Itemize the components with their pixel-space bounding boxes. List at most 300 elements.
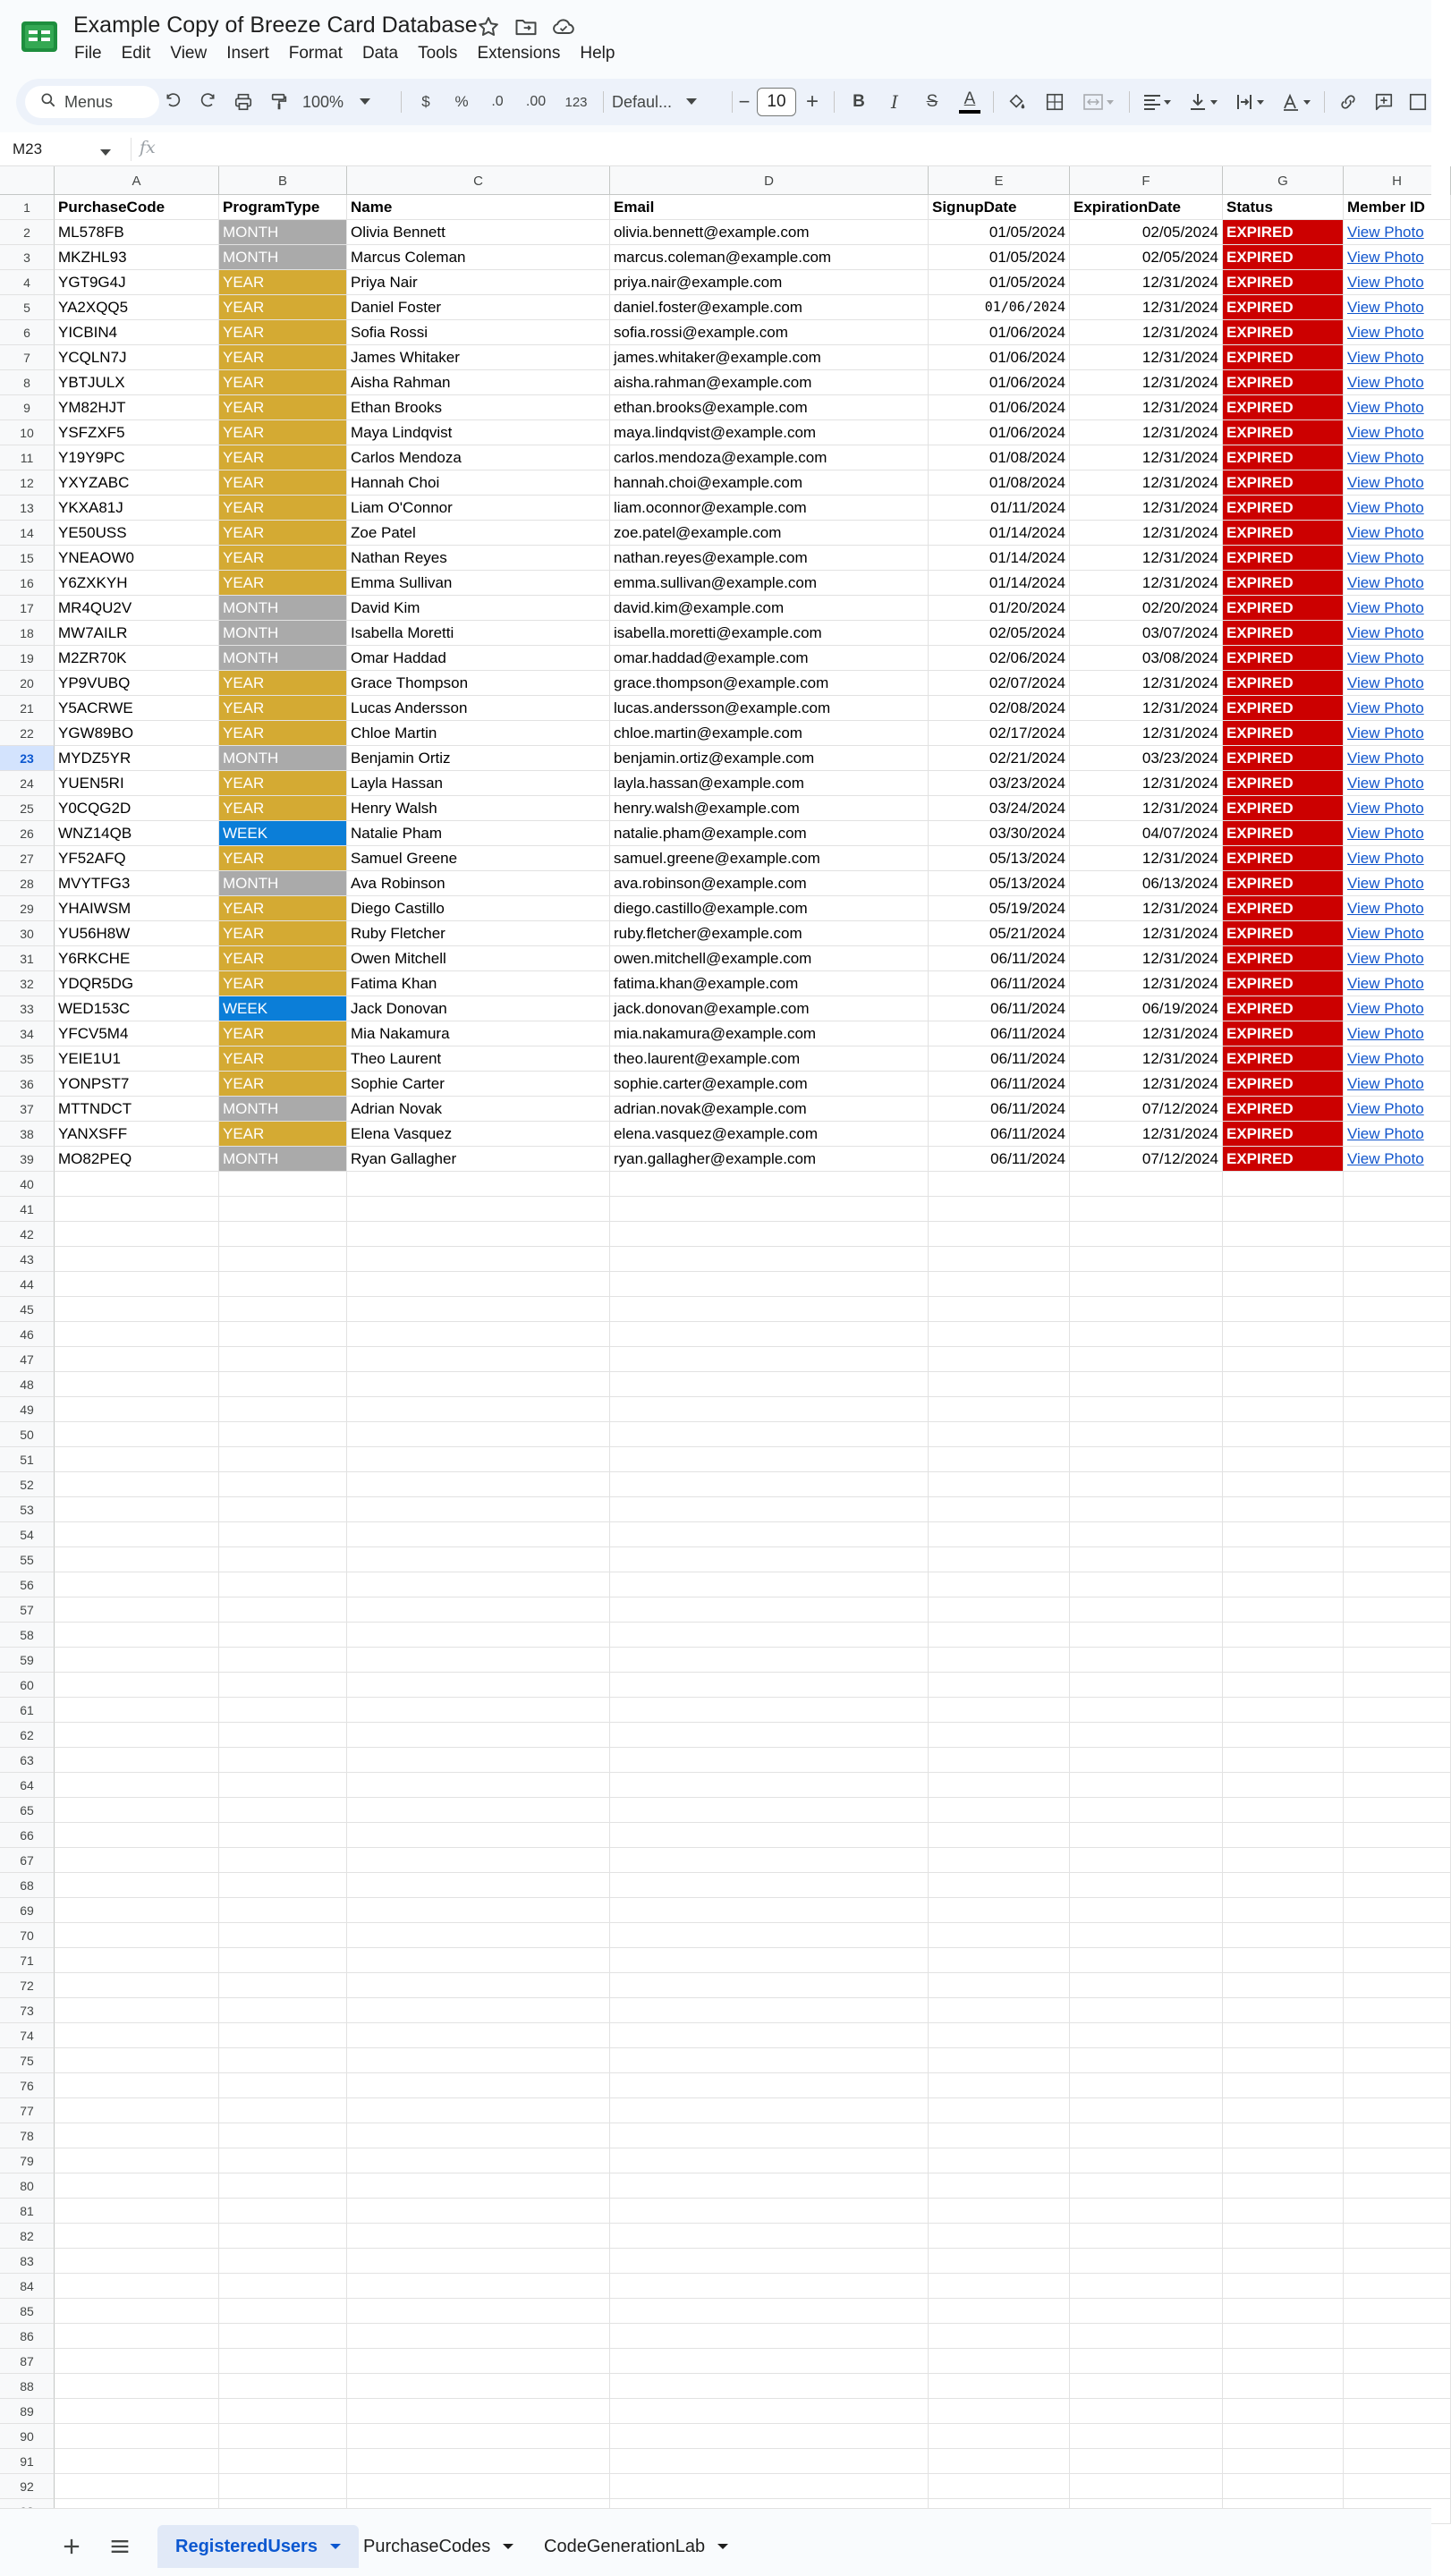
empty-cell[interactable] — [219, 1698, 347, 1723]
row-number[interactable]: 59 — [0, 1648, 55, 1673]
empty-cell[interactable] — [1344, 1272, 1451, 1297]
row-number[interactable]: 84 — [0, 2274, 55, 2299]
empty-cell[interactable] — [1070, 2424, 1223, 2449]
empty-cell[interactable] — [610, 2199, 929, 2224]
table-cell[interactable]: 03/08/2024 — [1070, 646, 1223, 671]
empty-cell[interactable] — [610, 1322, 929, 1347]
empty-cell[interactable] — [1223, 2073, 1344, 2098]
empty-cell[interactable] — [610, 2399, 929, 2424]
table-cell[interactable]: 02/05/2024 — [929, 621, 1070, 646]
empty-cell[interactable] — [347, 2399, 610, 2424]
empty-cell[interactable] — [55, 2274, 219, 2299]
table-cell[interactable]: sophie.carter@example.com — [610, 1072, 929, 1097]
empty-cell[interactable] — [610, 1948, 929, 1973]
text-color-button[interactable] — [954, 79, 986, 125]
empty-cell[interactable] — [610, 1648, 929, 1673]
empty-cell[interactable] — [610, 2424, 929, 2449]
empty-cell[interactable] — [929, 1197, 1070, 1222]
table-cell[interactable]: YXYZABC — [55, 470, 219, 496]
header-cell[interactable]: Name — [347, 195, 610, 220]
table-cell[interactable]: MYDZ5YR — [55, 746, 219, 771]
font-select[interactable] — [612, 79, 728, 125]
program-type-cell[interactable]: MONTH — [219, 746, 347, 771]
program-type-cell[interactable]: YEAR — [219, 445, 347, 470]
table-cell[interactable]: 06/11/2024 — [929, 1147, 1070, 1172]
empty-cell[interactable] — [929, 1848, 1070, 1873]
program-type-cell[interactable]: YEAR — [219, 671, 347, 696]
empty-cell[interactable] — [1070, 1497, 1223, 1522]
program-type-cell[interactable]: YEAR — [219, 420, 347, 445]
empty-cell[interactable] — [347, 2174, 610, 2199]
empty-cell[interactable] — [1070, 2399, 1223, 2424]
empty-cell[interactable] — [610, 2274, 929, 2299]
table-cell[interactable]: YEIE1U1 — [55, 1046, 219, 1072]
status-cell[interactable]: EXPIRED — [1223, 921, 1344, 946]
table-cell[interactable]: 12/31/2024 — [1070, 1072, 1223, 1097]
empty-cell[interactable] — [1223, 1823, 1344, 1848]
row-number[interactable]: 58 — [0, 1623, 55, 1648]
empty-cell[interactable] — [219, 1973, 347, 1998]
table-cell[interactable] — [1344, 621, 1451, 646]
row-number[interactable]: 15 — [0, 546, 55, 571]
empty-cell[interactable] — [1344, 1973, 1451, 1998]
empty-cell[interactable] — [219, 2349, 347, 2374]
table-cell[interactable]: James Whitaker — [347, 345, 610, 370]
empty-cell[interactable] — [347, 1773, 610, 1798]
empty-cell[interactable] — [347, 1397, 610, 1422]
view-photo-link[interactable]: View Photo — [1347, 224, 1424, 241]
table-cell[interactable]: Olivia Bennett — [347, 220, 610, 245]
row-number[interactable]: 47 — [0, 1347, 55, 1372]
table-cell[interactable] — [1344, 721, 1451, 746]
empty-cell[interactable] — [219, 2249, 347, 2274]
table-cell[interactable]: 12/31/2024 — [1070, 696, 1223, 721]
view-photo-link[interactable]: View Photo — [1347, 424, 1424, 441]
empty-cell[interactable] — [1223, 1172, 1344, 1197]
empty-cell[interactable] — [55, 1447, 219, 1472]
row-number[interactable]: 65 — [0, 1798, 55, 1823]
empty-cell[interactable] — [219, 1798, 347, 1823]
header-cell[interactable]: PurchaseCode — [55, 195, 219, 220]
empty-cell[interactable] — [219, 1648, 347, 1673]
status-cell[interactable]: EXPIRED — [1223, 871, 1344, 896]
empty-cell[interactable] — [55, 2073, 219, 2098]
view-photo-link[interactable]: View Photo — [1347, 750, 1424, 767]
empty-cell[interactable] — [347, 2349, 610, 2374]
empty-cell[interactable] — [1344, 1623, 1451, 1648]
program-type-cell[interactable]: YEAR — [219, 846, 347, 871]
program-type-cell[interactable]: MONTH — [219, 596, 347, 621]
table-cell[interactable] — [1344, 1147, 1451, 1172]
empty-cell[interactable] — [929, 2424, 1070, 2449]
empty-cell[interactable] — [610, 1973, 929, 1998]
empty-cell[interactable] — [347, 2224, 610, 2249]
empty-cell[interactable] — [1070, 1998, 1223, 2023]
row-number[interactable]: 85 — [0, 2299, 55, 2324]
empty-cell[interactable] — [1070, 1572, 1223, 1597]
empty-cell[interactable] — [610, 1773, 929, 1798]
empty-cell[interactable] — [1223, 1998, 1344, 2023]
status-cell[interactable]: EXPIRED — [1223, 846, 1344, 871]
program-type-cell[interactable]: MONTH — [219, 1097, 347, 1122]
table-cell[interactable]: 06/11/2024 — [929, 946, 1070, 971]
table-cell[interactable] — [1344, 420, 1451, 445]
program-type-cell[interactable]: YEAR — [219, 345, 347, 370]
view-photo-link[interactable]: View Photo — [1347, 1100, 1424, 1117]
empty-cell[interactable] — [55, 2324, 219, 2349]
row-number[interactable]: 19 — [0, 646, 55, 671]
empty-cell[interactable] — [347, 1648, 610, 1673]
empty-cell[interactable] — [1344, 2349, 1451, 2374]
empty-cell[interactable] — [929, 1673, 1070, 1698]
column-header-d[interactable]: D — [610, 166, 929, 195]
program-type-cell[interactable]: MONTH — [219, 646, 347, 671]
row-number[interactable]: 82 — [0, 2224, 55, 2249]
program-type-cell[interactable]: YEAR — [219, 521, 347, 546]
empty-cell[interactable] — [219, 1923, 347, 1948]
program-type-cell[interactable]: YEAR — [219, 496, 347, 521]
table-cell[interactable]: Ryan Gallagher — [347, 1147, 610, 1172]
empty-cell[interactable] — [610, 1222, 929, 1247]
row-number[interactable]: 78 — [0, 2123, 55, 2148]
empty-cell[interactable] — [1070, 1948, 1223, 1973]
empty-cell[interactable] — [1223, 2174, 1344, 2199]
table-cell[interactable]: Y6ZXKYH — [55, 571, 219, 596]
empty-cell[interactable] — [929, 2374, 1070, 2399]
row-number[interactable]: 8 — [0, 370, 55, 395]
empty-cell[interactable] — [219, 2474, 347, 2499]
table-cell[interactable]: carlos.mendoza@example.com — [610, 445, 929, 470]
sheet-tab-codegenerationlab[interactable] — [526, 2525, 746, 2568]
row-number[interactable]: 27 — [0, 846, 55, 871]
row-number[interactable]: 3 — [0, 245, 55, 270]
empty-cell[interactable] — [347, 2098, 610, 2123]
percent-format-button[interactable]: % — [454, 93, 469, 110]
empty-cell[interactable] — [1070, 1673, 1223, 1698]
row-number[interactable]: 21 — [0, 696, 55, 721]
empty-cell[interactable] — [1223, 1522, 1344, 1547]
table-cell[interactable]: 12/31/2024 — [1070, 546, 1223, 571]
table-cell[interactable]: nathan.reyes@example.com — [610, 546, 929, 571]
table-cell[interactable] — [1344, 796, 1451, 821]
empty-cell[interactable] — [929, 1497, 1070, 1522]
table-cell[interactable] — [1344, 846, 1451, 871]
table-cell[interactable]: ML578FB — [55, 220, 219, 245]
empty-cell[interactable] — [347, 1848, 610, 1873]
table-cell[interactable]: Hannah Choi — [347, 470, 610, 496]
empty-cell[interactable] — [610, 1998, 929, 2023]
empty-cell[interactable] — [1344, 2199, 1451, 2224]
table-cell[interactable] — [1344, 345, 1451, 370]
column-header-h[interactable]: H — [1344, 166, 1451, 195]
table-cell[interactable]: 02/20/2024 — [1070, 596, 1223, 621]
table-cell[interactable]: Benjamin Ortiz — [347, 746, 610, 771]
empty-cell[interactable] — [1344, 1547, 1451, 1572]
bold-button[interactable]: B — [853, 92, 865, 111]
empty-cell[interactable] — [610, 1472, 929, 1497]
vertical-align-icon[interactable] — [1183, 79, 1226, 125]
empty-cell[interactable] — [55, 2224, 219, 2249]
empty-cell[interactable] — [347, 2474, 610, 2499]
status-cell[interactable]: EXPIRED — [1223, 1097, 1344, 1122]
table-cell[interactable]: jack.donovan@example.com — [610, 996, 929, 1021]
table-cell[interactable] — [1344, 320, 1451, 345]
fill-color-icon[interactable] — [1000, 79, 1034, 125]
program-type-cell[interactable]: WEEK — [219, 821, 347, 846]
row-number[interactable]: 45 — [0, 1297, 55, 1322]
empty-cell[interactable] — [1223, 1547, 1344, 1572]
row-number[interactable]: 14 — [0, 521, 55, 546]
view-photo-link[interactable]: View Photo — [1347, 1025, 1424, 1042]
status-cell[interactable]: EXPIRED — [1223, 1072, 1344, 1097]
empty-cell[interactable] — [610, 2249, 929, 2274]
table-cell[interactable]: YKXA81J — [55, 496, 219, 521]
menu-insert[interactable]: Insert — [226, 44, 269, 63]
table-cell[interactable]: 06/11/2024 — [929, 1021, 1070, 1046]
table-cell[interactable]: 12/31/2024 — [1070, 571, 1223, 596]
table-cell[interactable]: YANXSFF — [55, 1122, 219, 1147]
empty-cell[interactable] — [610, 1522, 929, 1547]
program-type-cell[interactable]: YEAR — [219, 921, 347, 946]
table-cell[interactable]: 03/24/2024 — [929, 796, 1070, 821]
view-photo-link[interactable]: View Photo — [1347, 1150, 1424, 1167]
table-cell[interactable]: layla.hassan@example.com — [610, 771, 929, 796]
table-cell[interactable]: YNEAOW0 — [55, 546, 219, 571]
table-cell[interactable] — [1344, 671, 1451, 696]
empty-cell[interactable] — [1070, 2299, 1223, 2324]
row-number[interactable]: 87 — [0, 2349, 55, 2374]
table-cell[interactable]: Ethan Brooks — [347, 395, 610, 420]
empty-cell[interactable] — [1223, 1272, 1344, 1297]
empty-cell[interactable] — [1070, 2349, 1223, 2374]
table-cell[interactable] — [1344, 1046, 1451, 1072]
table-cell[interactable]: Samuel Greene — [347, 846, 610, 871]
row-number[interactable]: 64 — [0, 1773, 55, 1798]
empty-cell[interactable] — [219, 1848, 347, 1873]
empty-cell[interactable] — [347, 1322, 610, 1347]
table-cell[interactable]: sofia.rossi@example.com — [610, 320, 929, 345]
table-cell[interactable]: YGW89BO — [55, 721, 219, 746]
program-type-cell[interactable]: YEAR — [219, 546, 347, 571]
table-cell[interactable]: ruby.fletcher@example.com — [610, 921, 929, 946]
empty-cell[interactable] — [1223, 2299, 1344, 2324]
row-number[interactable]: 23 — [0, 746, 55, 771]
table-cell[interactable]: 12/31/2024 — [1070, 395, 1223, 420]
empty-cell[interactable] — [929, 1297, 1070, 1322]
table-cell[interactable]: ava.robinson@example.com — [610, 871, 929, 896]
empty-cell[interactable] — [1070, 1698, 1223, 1723]
empty-cell[interactable] — [1070, 1247, 1223, 1272]
table-cell[interactable] — [1344, 821, 1451, 846]
status-cell[interactable]: EXPIRED — [1223, 896, 1344, 921]
status-cell[interactable]: EXPIRED — [1223, 220, 1344, 245]
empty-cell[interactable] — [610, 1748, 929, 1773]
table-cell[interactable] — [1344, 496, 1451, 521]
table-cell[interactable] — [1344, 245, 1451, 270]
row-number[interactable]: 31 — [0, 946, 55, 971]
table-cell[interactable]: Zoe Patel — [347, 521, 610, 546]
table-cell[interactable]: Y0CQG2D — [55, 796, 219, 821]
status-cell[interactable]: EXPIRED — [1223, 771, 1344, 796]
program-type-cell[interactable]: YEAR — [219, 696, 347, 721]
table-cell[interactable]: 07/12/2024 — [1070, 1097, 1223, 1122]
program-type-cell[interactable]: YEAR — [219, 896, 347, 921]
table-cell[interactable]: Natalie Pham — [347, 821, 610, 846]
empty-cell[interactable] — [610, 2123, 929, 2148]
empty-cell[interactable] — [55, 1422, 219, 1447]
empty-cell[interactable] — [1344, 2023, 1451, 2048]
empty-cell[interactable] — [1344, 2449, 1451, 2474]
empty-cell[interactable] — [929, 2123, 1070, 2148]
empty-cell[interactable] — [1223, 1597, 1344, 1623]
empty-cell[interactable] — [929, 1773, 1070, 1798]
row-number[interactable]: 53 — [0, 1497, 55, 1522]
table-cell[interactable]: priya.nair@example.com — [610, 270, 929, 295]
table-cell[interactable]: 12/31/2024 — [1070, 445, 1223, 470]
row-number[interactable]: 54 — [0, 1522, 55, 1547]
table-cell[interactable]: 02/05/2024 — [1070, 245, 1223, 270]
empty-cell[interactable] — [929, 1873, 1070, 1898]
table-cell[interactable]: zoe.patel@example.com — [610, 521, 929, 546]
view-photo-link[interactable]: View Photo — [1347, 349, 1424, 366]
empty-cell[interactable] — [219, 1572, 347, 1597]
table-cell[interactable]: YICBIN4 — [55, 320, 219, 345]
empty-cell[interactable] — [1070, 1873, 1223, 1898]
empty-cell[interactable] — [1223, 1948, 1344, 1973]
row-number[interactable]: 66 — [0, 1823, 55, 1848]
table-cell[interactable]: YHAIWSM — [55, 896, 219, 921]
view-photo-link[interactable]: View Photo — [1347, 524, 1424, 541]
number-format-button[interactable]: 123 — [564, 94, 588, 110]
empty-cell[interactable] — [347, 1447, 610, 1472]
empty-cell[interactable] — [219, 2224, 347, 2249]
empty-cell[interactable] — [1223, 1648, 1344, 1673]
table-cell[interactable]: 01/20/2024 — [929, 596, 1070, 621]
empty-cell[interactable] — [1070, 1172, 1223, 1197]
program-type-cell[interactable]: YEAR — [219, 1046, 347, 1072]
table-cell[interactable]: YONPST7 — [55, 1072, 219, 1097]
empty-cell[interactable] — [929, 1422, 1070, 1447]
table-cell[interactable]: james.whitaker@example.com — [610, 345, 929, 370]
status-cell[interactable]: EXPIRED — [1223, 571, 1344, 596]
table-cell[interactable]: Aisha Rahman — [347, 370, 610, 395]
view-photo-link[interactable]: View Photo — [1347, 699, 1424, 716]
empty-cell[interactable] — [347, 2374, 610, 2399]
empty-cell[interactable] — [55, 1723, 219, 1748]
empty-cell[interactable] — [347, 1572, 610, 1597]
row-number[interactable]: 41 — [0, 1197, 55, 1222]
horizontal-align-icon[interactable] — [1136, 79, 1179, 125]
table-cell[interactable]: 12/31/2024 — [1070, 796, 1223, 821]
empty-cell[interactable] — [219, 1347, 347, 1372]
empty-cell[interactable] — [347, 2123, 610, 2148]
view-photo-link[interactable]: View Photo — [1347, 775, 1424, 792]
empty-cell[interactable] — [610, 2299, 929, 2324]
table-cell[interactable]: Chloe Martin — [347, 721, 610, 746]
table-cell[interactable]: Grace Thompson — [347, 671, 610, 696]
empty-cell[interactable] — [1344, 1673, 1451, 1698]
empty-cell[interactable] — [347, 1497, 610, 1522]
empty-cell[interactable] — [55, 1222, 219, 1247]
table-cell[interactable]: henry.walsh@example.com — [610, 796, 929, 821]
empty-cell[interactable] — [929, 1948, 1070, 1973]
program-type-cell[interactable]: YEAR — [219, 1122, 347, 1147]
column-header-c[interactable]: C — [347, 166, 610, 195]
empty-cell[interactable] — [610, 1547, 929, 1572]
empty-cell[interactable] — [1344, 1698, 1451, 1723]
move-folder-icon[interactable] — [513, 14, 539, 39]
empty-cell[interactable] — [1070, 1197, 1223, 1222]
table-cell[interactable]: 01/08/2024 — [929, 445, 1070, 470]
table-cell[interactable]: Y5ACRWE — [55, 696, 219, 721]
row-number[interactable]: 88 — [0, 2374, 55, 2399]
view-photo-link[interactable]: View Photo — [1347, 249, 1424, 266]
empty-cell[interactable] — [347, 1798, 610, 1823]
table-cell[interactable]: 12/31/2024 — [1070, 846, 1223, 871]
column-header-b[interactable]: B — [219, 166, 347, 195]
paint-format-icon[interactable] — [263, 79, 295, 125]
program-type-cell[interactable]: MONTH — [219, 871, 347, 896]
empty-cell[interactable] — [929, 2224, 1070, 2249]
table-cell[interactable]: emma.sullivan@example.com — [610, 571, 929, 596]
view-photo-link[interactable]: View Photo — [1347, 1050, 1424, 1067]
program-type-cell[interactable]: MONTH — [219, 621, 347, 646]
empty-cell[interactable] — [610, 1798, 929, 1823]
table-cell[interactable]: Y6RKCHE — [55, 946, 219, 971]
empty-cell[interactable] — [1344, 1723, 1451, 1748]
empty-cell[interactable] — [929, 1547, 1070, 1572]
empty-cell[interactable] — [1070, 2123, 1223, 2148]
view-photo-link[interactable]: View Photo — [1347, 549, 1424, 566]
row-number[interactable]: 57 — [0, 1597, 55, 1623]
empty-cell[interactable] — [1344, 2249, 1451, 2274]
empty-cell[interactable] — [929, 1272, 1070, 1297]
row-number[interactable]: 24 — [0, 771, 55, 796]
table-cell[interactable]: 12/31/2024 — [1070, 420, 1223, 445]
empty-cell[interactable] — [1344, 1197, 1451, 1222]
empty-cell[interactable] — [1070, 1447, 1223, 1472]
table-cell[interactable]: 01/14/2024 — [929, 521, 1070, 546]
table-cell[interactable]: 03/23/2024 — [1070, 746, 1223, 771]
header-cell[interactable]: Status — [1223, 195, 1344, 220]
table-cell[interactable]: 01/06/2024 — [929, 320, 1070, 345]
table-cell[interactable]: 06/11/2024 — [929, 971, 1070, 996]
empty-cell[interactable] — [219, 1297, 347, 1322]
table-cell[interactable]: 12/31/2024 — [1070, 470, 1223, 496]
empty-cell[interactable] — [1344, 2224, 1451, 2249]
empty-cell[interactable] — [347, 1472, 610, 1497]
empty-cell[interactable] — [55, 1823, 219, 1848]
row-number[interactable]: 40 — [0, 1172, 55, 1197]
row-number[interactable]: 77 — [0, 2098, 55, 2123]
empty-cell[interactable] — [55, 1522, 219, 1547]
empty-cell[interactable] — [1223, 2399, 1344, 2424]
empty-cell[interactable] — [929, 1998, 1070, 2023]
empty-cell[interactable] — [1223, 1297, 1344, 1322]
status-cell[interactable]: EXPIRED — [1223, 1021, 1344, 1046]
table-cell[interactable] — [1344, 220, 1451, 245]
empty-cell[interactable] — [347, 1948, 610, 1973]
empty-cell[interactable] — [219, 1522, 347, 1547]
empty-cell[interactable] — [1223, 1623, 1344, 1648]
empty-cell[interactable] — [929, 1572, 1070, 1597]
table-cell[interactable]: Marcus Coleman — [347, 245, 610, 270]
empty-cell[interactable] — [347, 1547, 610, 1572]
empty-cell[interactable] — [1344, 1948, 1451, 1973]
table-cell[interactable]: 03/07/2024 — [1070, 621, 1223, 646]
empty-cell[interactable] — [1070, 1522, 1223, 1547]
status-cell[interactable]: EXPIRED — [1223, 470, 1344, 496]
